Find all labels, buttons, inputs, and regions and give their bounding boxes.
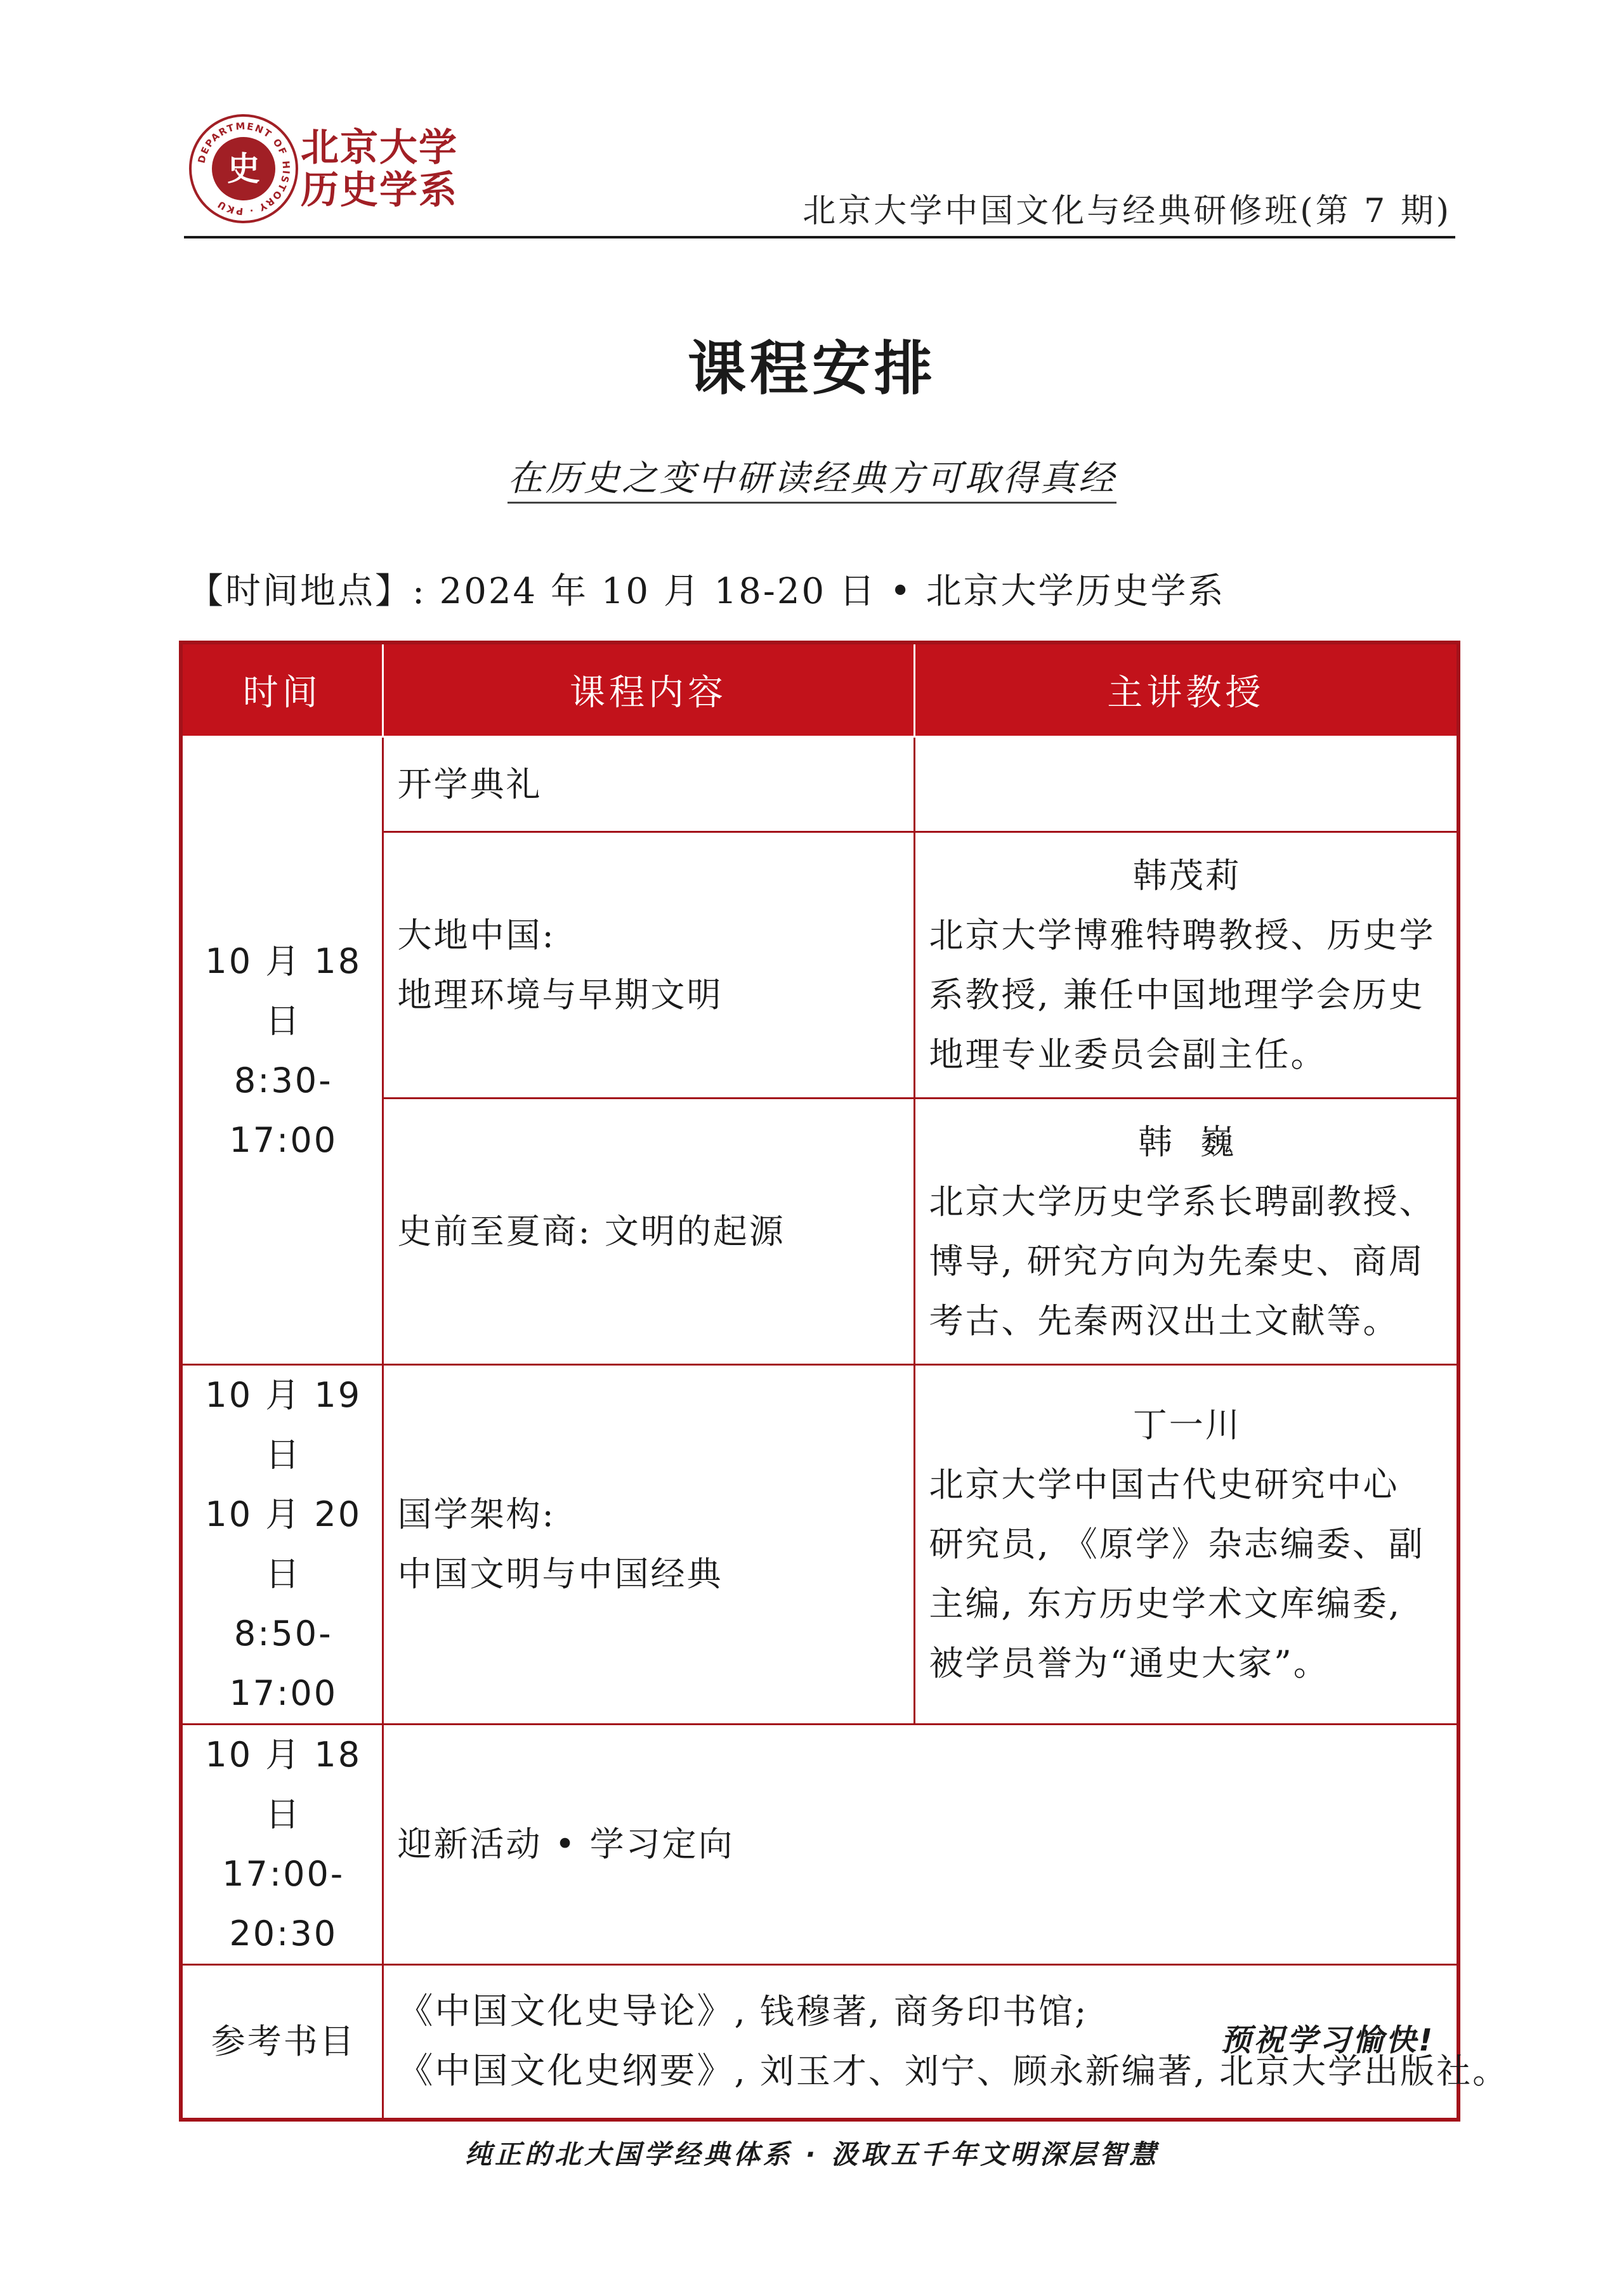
- professor-bio-line: 博导, 研究方向为先秦史、商周: [929, 1241, 1425, 1281]
- day3-date: 10 月 20 日: [205, 1494, 362, 1594]
- professor-bio-line: 考古、先秦两汉出土文献等。: [929, 1300, 1399, 1341]
- professor-name: 韩茂莉: [1132, 855, 1241, 896]
- day1-time-cell: [181, 737, 383, 1365]
- footer-slogan: 纯正的北大国学经典体系 · 汲取五千年文明深层智慧: [464, 2139, 1160, 2170]
- department-seal-icon: [188, 113, 299, 225]
- professor-bio-line: 主编, 东方历史学术文库编委,: [929, 1584, 1401, 1624]
- logo-ring-text: DEPARTMENT OF HISTORY · PKU: [195, 120, 292, 218]
- professor-name: 丁一川: [1132, 1405, 1241, 1445]
- references-label: 参考书目: [211, 2021, 356, 2061]
- day2-time-cell: [181, 1365, 383, 1725]
- professor-bio-line: 北京大学中国古代史研究中心: [929, 1464, 1399, 1504]
- day1-date: 10 月 18 日: [205, 941, 362, 1041]
- course-title: 国学架构:: [397, 1494, 556, 1534]
- course-content-cell: [383, 1365, 914, 1725]
- department-name: [301, 127, 458, 212]
- day2-date: 10 月 19 日: [205, 1375, 362, 1475]
- professor-cell: [914, 1365, 1458, 1725]
- reference-detail: , 刘玉才、刘宁、顾永新编著, 北京大学出版社。: [734, 2051, 1509, 2091]
- course-title: 开学典礼: [397, 764, 542, 804]
- professor-bio-line: 北京大学博雅特聘教授、历史学: [929, 915, 1436, 955]
- professor-bio-line: 北京大学历史学系长聘副教授、: [929, 1181, 1436, 1222]
- reference-title: 《中国文化史导论》: [397, 1990, 735, 2032]
- department-logo: [188, 113, 299, 225]
- course-subtitle: 地理环境与早期文明: [397, 974, 723, 1015]
- course-subtitle: 中国文明与中国经典: [397, 1554, 723, 1594]
- reference-title: 《中国文化史纲要》: [397, 2050, 735, 2092]
- header-divider: [184, 236, 1455, 238]
- schedule-table: [179, 641, 1509, 2122]
- references-label-cell: [181, 1965, 383, 2120]
- table-header-row: [181, 642, 1458, 737]
- department-name-line1: 北京大学: [301, 126, 458, 170]
- table-row: [181, 1365, 1458, 1725]
- day2-hours: 8:50-17:00: [229, 1614, 338, 1713]
- professor-bio-line: 被学员誉为“通史大家”。: [929, 1643, 1330, 1683]
- evening-activity-cell: 迎新活动 • 学习定向: [383, 1725, 1458, 1965]
- evening-time-cell: [181, 1725, 383, 1965]
- subtitle-text: 在历史之变中研读经典方可取得真经: [508, 458, 1116, 504]
- department-name-line2: 历史学系: [301, 168, 458, 213]
- subtitle: [0, 450, 1624, 501]
- page-title: 课程安排: [687, 335, 936, 403]
- header-professor: 主讲教授: [914, 642, 1458, 737]
- logo-seal-glyph: 史: [226, 150, 261, 188]
- day1-hours: 8:30-17:00: [229, 1060, 338, 1160]
- professor-bio-line: 研究员, 《原学》杂志编委、副: [929, 1524, 1425, 1564]
- course-content-cell: [383, 832, 914, 1099]
- program-title: 北京大学中国文化与经典研修班(第 7 期): [802, 192, 1451, 230]
- time-place: 【时间地点】: 2024 年 10 月 18-20 日 • 北京大学历史学系: [188, 571, 1226, 612]
- professor-bio-line: 系教授, 兼任中国地理学会历史: [929, 974, 1425, 1015]
- table-row: [181, 737, 1458, 832]
- evening-hours: 17:00-20:30: [222, 1854, 345, 1954]
- table-row: [181, 1725, 1458, 1965]
- course-content-cell: [383, 1099, 914, 1365]
- header-content: 课程内容: [383, 642, 914, 737]
- professor-cell: [914, 737, 1458, 832]
- professor-cell: [914, 1099, 1458, 1365]
- evening-date: 10 月 18 日: [205, 1735, 362, 1834]
- header-time: 时间: [181, 642, 383, 737]
- course-title: 史前至夏商: 文明的起源: [397, 1211, 785, 1251]
- course-content-cell: [383, 737, 914, 832]
- professor-name: 韩 巍: [1138, 1121, 1236, 1162]
- professor-bio-line: 地理专业委员会副主任。: [929, 1034, 1327, 1074]
- course-title: 大地中国:: [397, 915, 556, 955]
- professor-cell: [914, 832, 1458, 1099]
- reference-detail: , 钱穆著, 商务印书馆;: [734, 1991, 1089, 2032]
- closing-wish: 预祝学习愉快!: [1221, 2023, 1435, 2058]
